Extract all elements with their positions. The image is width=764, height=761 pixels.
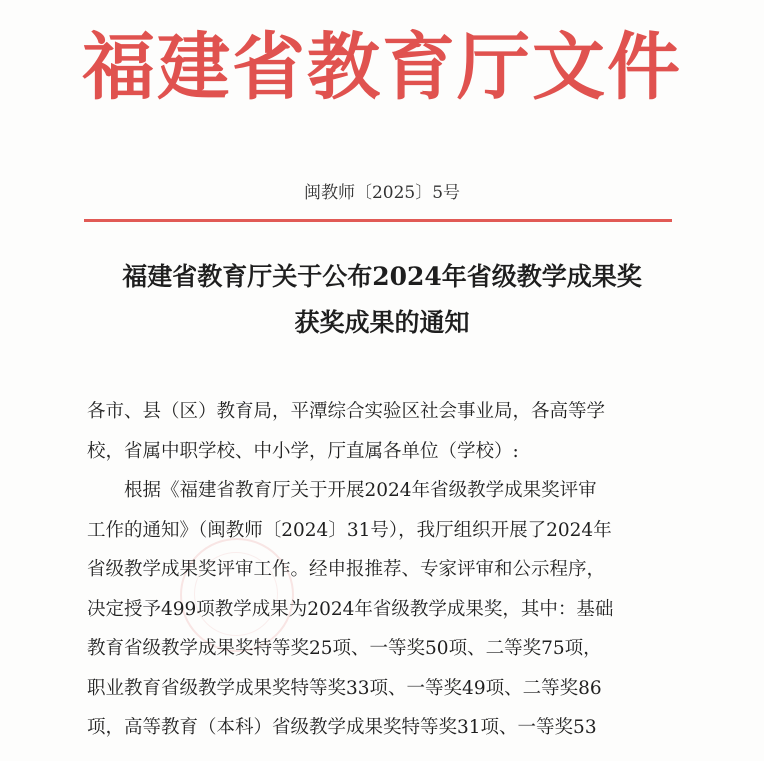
body-line: 工作的通知》（闽教师〔2024〕31号），我厅组织开展了2024年 (87, 519, 612, 541)
document-body (87, 392, 687, 748)
document-title (0, 254, 764, 346)
body-line: 教育省级教学成果奖特等奖25项、一等奖50项、二等奖75项， (87, 638, 602, 659)
document-masthead: 福建省教育厅文件 (82, 24, 682, 110)
body-line: 省级教学成果奖评审工作。经申报推荐、专家评审和公示程序， (87, 559, 606, 580)
body-line: 根据《福建省教育厅关于开展2024年省级教学成果奖评审 (87, 480, 597, 501)
body-line: 职业教育省级教学成果奖特等奖33项、一等奖49项、二等奖86 (87, 677, 602, 699)
body-line: 项，高等教育（本科）省级教学成果奖特等奖31项、一等奖53 (87, 717, 597, 738)
document-number: 闽教师〔2025〕5号 (303, 183, 461, 203)
body-line: 决定授予499项教学成果为2024年省级教学成果奖，其中：基础 (87, 598, 614, 620)
title-line: 福建省教育厅关于公布2024年省级教学成果奖 (122, 262, 642, 291)
red-divider-line (84, 219, 672, 222)
body-line: 各市、县（区）教育局，平潭综合实验区社会事业局，各高等学 (87, 401, 606, 422)
body-line: 校，省属中职学校、中小学，厅直属各单位（学校）: (87, 440, 519, 462)
title-line: 获奖成果的通知 (294, 308, 470, 337)
